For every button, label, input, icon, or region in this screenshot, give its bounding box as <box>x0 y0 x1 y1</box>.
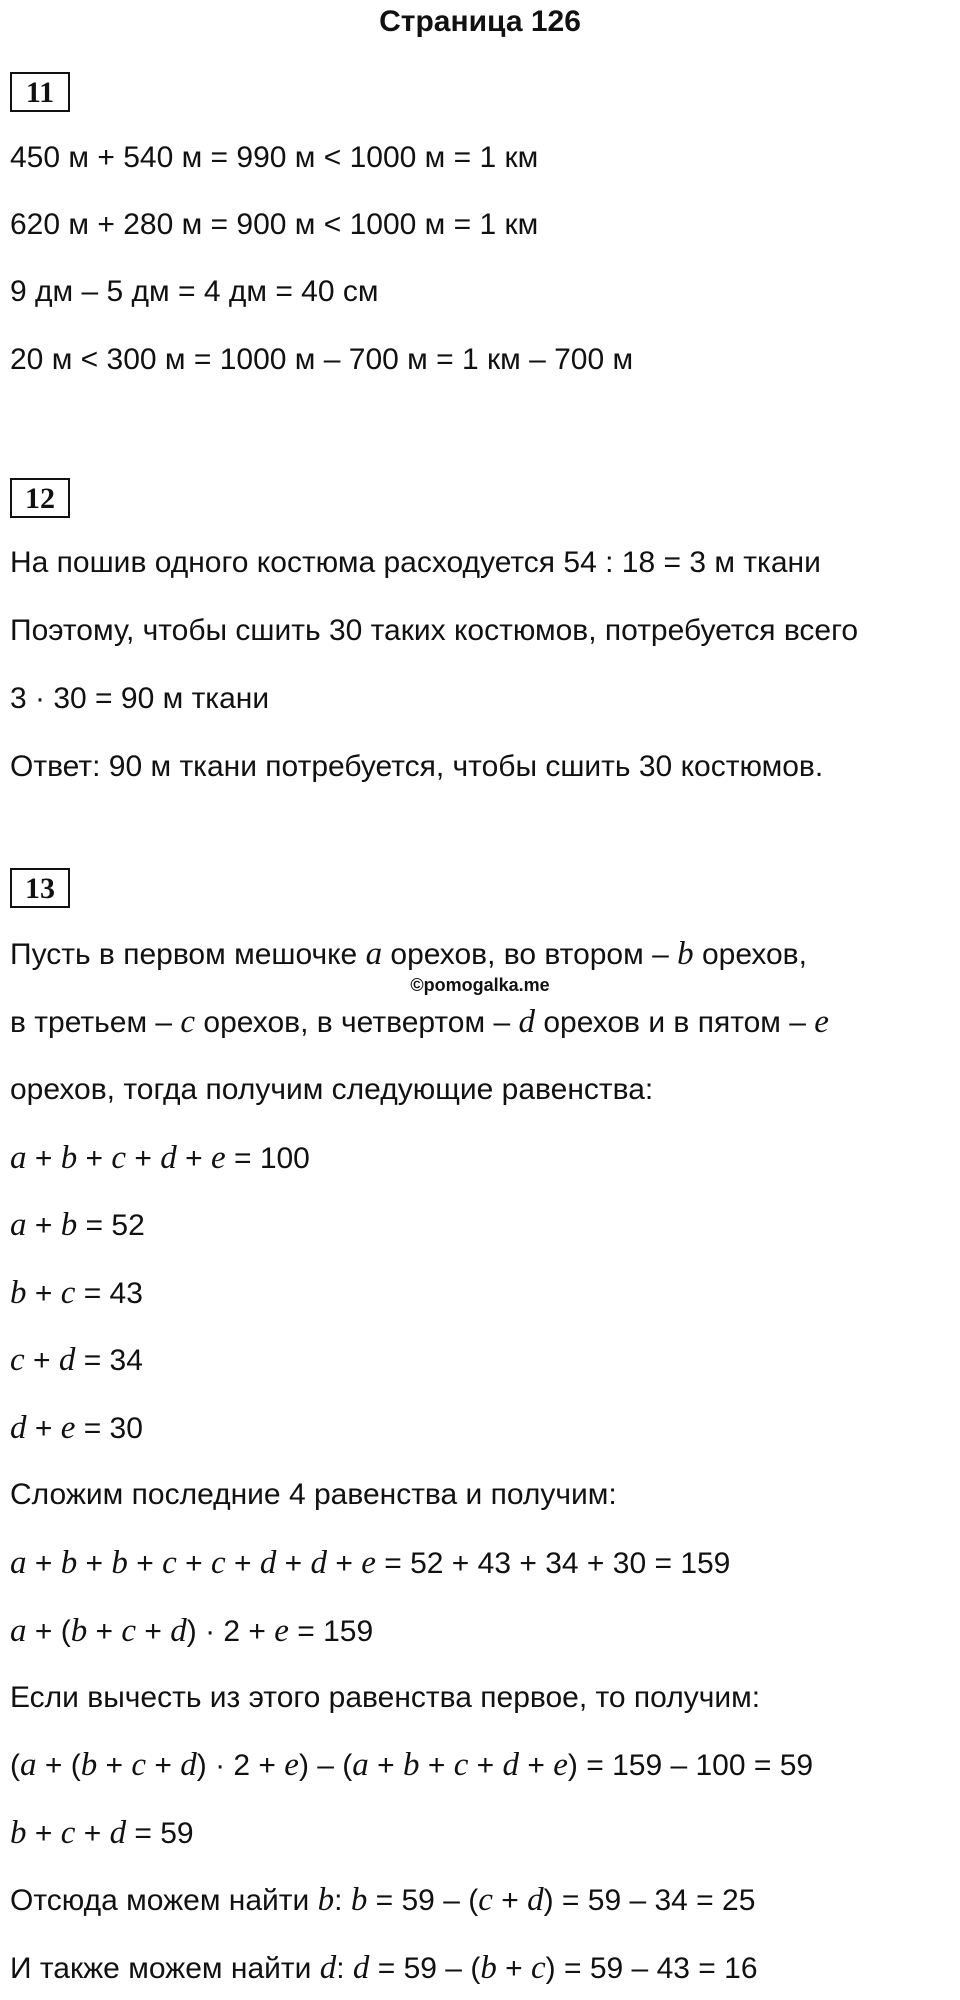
math-variable: c <box>10 1342 25 1378</box>
task-13-equation <box>10 1745 813 1786</box>
math-variable: b <box>60 1140 78 1176</box>
math-variable: d <box>259 1545 277 1581</box>
text-segment: ) · 2 + <box>196 1749 285 1782</box>
task-12-answer: Ответ: 90 м ткани потребуется, чтобы сшить 30 костюмов. <box>10 750 824 783</box>
task-13-equation <box>10 1205 145 1246</box>
math-variable: d <box>319 1950 337 1986</box>
math-variable: a <box>20 1747 37 1783</box>
task-13-line: Сложим последние 4 равенства и получим: <box>10 1478 617 1511</box>
math-variable: c <box>111 1140 127 1176</box>
text-segment: + <box>276 1547 311 1580</box>
math-variable: c <box>60 1275 76 1311</box>
text-segment: + <box>126 1142 161 1175</box>
math-variable: a <box>365 936 383 972</box>
math-variable: b <box>317 1882 335 1918</box>
math-variable: c <box>60 1815 76 1851</box>
text-segment: + <box>368 1749 403 1782</box>
task-13-line <box>10 1002 829 1043</box>
math-variable: a <box>10 1207 27 1243</box>
watermark: ©pomogalka.me <box>410 975 550 995</box>
math-variable: d <box>352 1950 370 1986</box>
text-segment: + <box>492 1884 528 1917</box>
text-segment: = 34 <box>75 1344 143 1377</box>
math-variable: c <box>121 1613 137 1649</box>
task-13-equation <box>10 1408 143 1449</box>
text-segment: + <box>519 1749 554 1782</box>
math-variable: a <box>10 1613 27 1649</box>
text-segment: + <box>26 1277 61 1310</box>
text-segment: = 43 <box>75 1277 143 1310</box>
math-variable: c <box>531 1950 546 1986</box>
math-variable: e <box>210 1140 226 1176</box>
text-segment: И также можем найти <box>10 1952 320 1985</box>
text-segment: + <box>77 1142 112 1175</box>
math-variable: e <box>814 1004 829 1040</box>
task-12-line: 3 · 30 = 90 м ткани <box>10 682 270 715</box>
text-segment: = 30 <box>75 1412 143 1445</box>
math-variable: b <box>10 1815 27 1851</box>
math-variable: d <box>180 1747 197 1783</box>
task-13-line <box>10 1948 758 1989</box>
math-variable: d <box>58 1342 76 1378</box>
text-segment: + <box>87 1615 122 1648</box>
task-12-number: 12 <box>10 478 70 518</box>
text-segment: + <box>327 1547 362 1580</box>
math-variable: b <box>350 1882 368 1918</box>
math-variable: e <box>361 1545 376 1581</box>
math-variable: c <box>131 1747 147 1783</box>
math-variable: c <box>210 1545 226 1581</box>
text-segment: : <box>336 1952 353 1985</box>
task-13-line: орехов, тогда получим следующие равенства: <box>10 1073 654 1106</box>
task-13-equation <box>10 1340 143 1381</box>
text-segment: + <box>225 1547 260 1580</box>
task-13-equation <box>10 1813 194 1854</box>
task-11-line: 20 м < 300 м = 1000 м – 700 м = 1 км – 700 м <box>10 343 634 376</box>
math-variable: d <box>518 1004 535 1040</box>
text-segment: = 59 – ( <box>367 1884 479 1917</box>
text-segment: + ( <box>36 1749 81 1782</box>
text-segment: : <box>334 1884 351 1917</box>
text-segment: + <box>496 1952 532 1985</box>
math-variable: e <box>553 1747 568 1783</box>
math-variable: a <box>10 1545 27 1581</box>
task-11-line: 450 м + 540 м = 990 м < 1000 м = 1 км <box>10 141 539 174</box>
task-13-line <box>10 934 807 975</box>
task-13-equation <box>10 1138 310 1179</box>
task-13-equation <box>10 1543 730 1584</box>
math-variable: d <box>160 1140 177 1176</box>
text-segment: в третьем – <box>10 1006 181 1039</box>
text-segment: орехов, <box>693 938 807 971</box>
math-variable: d <box>10 1410 27 1446</box>
text-segment: + <box>26 1209 61 1242</box>
text-segment: + <box>136 1615 171 1648</box>
math-variable: b <box>480 1950 497 1986</box>
text-segment: = 59 – ( <box>369 1952 481 1985</box>
text-segment: ) – ( <box>298 1749 353 1782</box>
text-segment: = 52 <box>77 1209 145 1242</box>
math-variable: c <box>478 1882 493 1918</box>
text-segment: + ( <box>26 1615 71 1648</box>
task-13-number: 13 <box>10 868 70 908</box>
text-segment: ) = 59 – 34 = 25 <box>543 1884 756 1917</box>
text-segment: + <box>75 1817 110 1850</box>
math-variable: e <box>284 1747 299 1783</box>
text-segment: + <box>468 1749 503 1782</box>
math-variable: b <box>111 1545 128 1581</box>
task-11-line: 620 м + 280 м = 900 м < 1000 м = 1 км <box>10 208 539 241</box>
text-segment: + <box>26 1142 61 1175</box>
math-variable: e <box>274 1613 289 1649</box>
text-segment: + <box>176 1547 211 1580</box>
math-variable: d <box>170 1613 187 1649</box>
text-segment: орехов, во втором – <box>382 938 678 971</box>
text-segment: орехов, в четвертом – <box>195 1006 519 1039</box>
task-11-number: 11 <box>10 72 70 112</box>
page-title: Страница 126 <box>379 5 581 38</box>
math-variable: d <box>502 1747 520 1783</box>
text-segment: + <box>146 1749 181 1782</box>
text-segment: + <box>26 1817 61 1850</box>
task-11-line: 9 дм – 5 дм = 4 дм = 40 см <box>10 275 379 308</box>
text-segment: + <box>127 1547 163 1580</box>
text-segment: Отсюда можем найти <box>10 1884 318 1917</box>
text-segment: + <box>97 1749 132 1782</box>
math-variable: b <box>402 1747 420 1783</box>
math-variable: a <box>10 1140 27 1176</box>
text-segment: = 159 <box>288 1615 374 1648</box>
task-13-equation <box>10 1273 143 1314</box>
math-variable: d <box>527 1882 544 1918</box>
text-segment: + <box>24 1344 59 1377</box>
text-segment: орехов и в пятом – <box>534 1006 815 1039</box>
text-segment: + <box>77 1547 112 1580</box>
task-13-equation <box>10 1611 373 1652</box>
text-segment: ) = 59 – 43 = 16 <box>545 1952 758 1985</box>
task-12-line: На пошив одного костюма расходуется 54 : 18 = 3 м ткани <box>10 546 821 579</box>
text-segment: + <box>26 1547 61 1580</box>
math-variable: b <box>677 936 694 972</box>
math-variable: b <box>70 1613 88 1649</box>
text-segment: + <box>419 1749 454 1782</box>
task-13-line <box>10 1880 755 1921</box>
text-segment: ( <box>10 1749 20 1782</box>
math-variable: c <box>162 1545 177 1581</box>
text-segment: + <box>176 1142 211 1175</box>
math-variable: b <box>80 1747 98 1783</box>
text-segment: ) · 2 + <box>186 1615 275 1648</box>
text-segment: + <box>26 1412 61 1445</box>
math-variable: a <box>352 1747 369 1783</box>
text-segment: Пусть в первом мешочке <box>10 938 366 971</box>
math-variable: c <box>453 1747 469 1783</box>
math-variable: b <box>10 1275 27 1311</box>
task-13-line: Если вычесть из этого равенства первое, то получим: <box>10 1681 761 1714</box>
task-12-line: Поэтому, чтобы сшить 30 таких костюмов, потребуется всего <box>10 614 859 647</box>
text-segment: = 52 + 43 + 34 + 30 = 159 <box>375 1547 731 1580</box>
text-segment: = 100 <box>225 1142 310 1175</box>
math-variable: e <box>60 1410 76 1446</box>
math-variable: b <box>60 1207 78 1243</box>
math-variable: b <box>60 1545 78 1581</box>
math-variable: d <box>310 1545 328 1581</box>
text-segment: ) = 159 – 100 = 59 <box>567 1749 814 1782</box>
math-variable: c <box>180 1004 196 1040</box>
text-segment: = 59 <box>126 1817 194 1850</box>
math-variable: d <box>109 1815 127 1851</box>
